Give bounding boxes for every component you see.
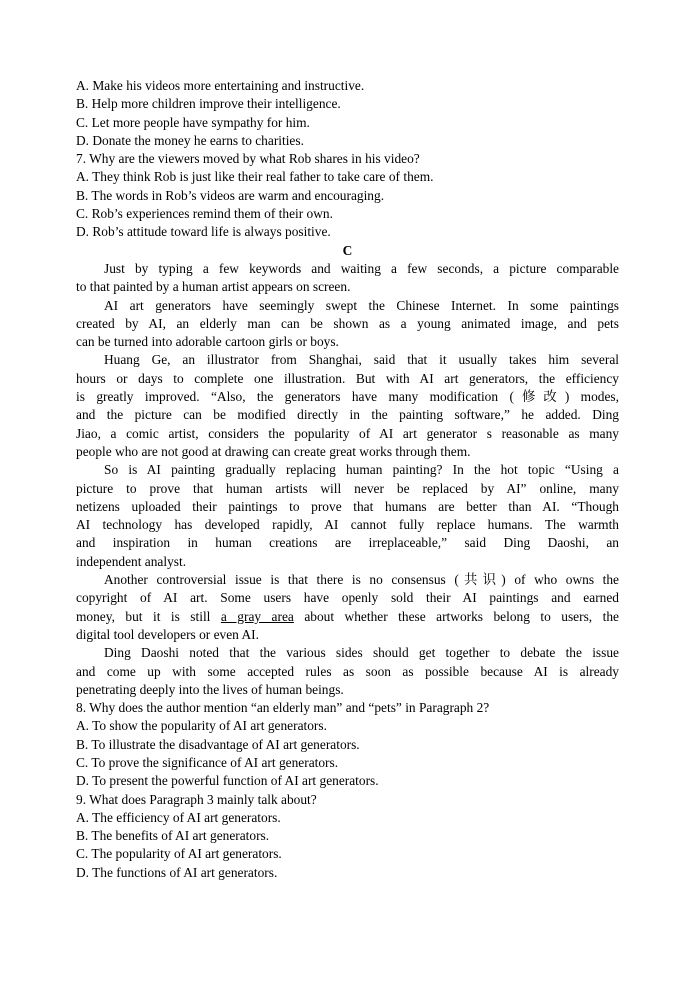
q8-question: 8. Why does the author mention “an elderly man” and “pets” in Paragraph 2?: [76, 700, 490, 716]
q8-option-a: A. To show the popularity of AI art generators.: [76, 718, 327, 734]
p6-line-1: Ding Daoshi noted that the various sides should get together to debate the issue: [104, 645, 619, 661]
p4-line-5: and inspiration in human creations are irreplaceable,” said Ding Daoshi, an: [76, 535, 619, 551]
p5-line-2: copyright of AI art. Some users have openly sold their AI paintings and earned: [76, 590, 619, 606]
p4-line-2: picture to prove that human artists will never be replaced by AI” online, many: [76, 480, 619, 496]
p5-line-3-before: money, but it is still: [76, 608, 221, 624]
q9-option-b: B. The benefits of AI art generators.: [76, 828, 270, 844]
p6-line-2: and come up with some accepted rules as soon as possible because AI is already: [76, 663, 619, 679]
p2-line-3: can be turned into adorable cartoon girls or boys.: [76, 334, 339, 350]
q7-question: 7. Why are the viewers moved by what Rob shares in his video?: [76, 151, 420, 167]
q6-option-b: B. Help more children improve their intelligence.: [76, 96, 341, 112]
p4-line-4: AI technology has developed rapidly, AI cannot fully replace humans. The warmth: [76, 517, 619, 533]
p4-line-3: netizens uploaded their paintings to prove that humans are better than AI. “Though: [76, 498, 619, 514]
q9-question: 9. What does Paragraph 3 mainly talk about?: [76, 791, 317, 807]
p3-line-4: and the picture can be modified directly in the painting software,” he added. Ding: [76, 407, 619, 423]
p5-line-4: digital tool developers or even AI.: [76, 626, 259, 642]
p5-line-3: [76, 608, 619, 626]
q7-option-b: B. The words in Rob’s videos are warm and encouraging.: [76, 187, 385, 203]
q7-option-c: C. Rob’s experiences remind them of their own.: [76, 206, 333, 222]
q9-option-d: D. The functions of AI art generators.: [76, 864, 278, 880]
gray-area-phrase: a gray area: [220, 608, 294, 624]
q9-option-a: A. The efficiency of AI art generators.: [76, 809, 281, 825]
p3-line-2: hours or days to complete one illustration. But with AI art generators, the efficiency: [76, 370, 619, 386]
p2-line-2: created by AI, an elderly man can be shown as a young animated image, and pets: [76, 315, 619, 331]
section-heading: C: [342, 242, 353, 258]
q6-option-c: C. Let more people have sympathy for him.: [76, 114, 310, 130]
p4-line-1: So is AI painting gradually replacing human painting? In the hot topic “Using a: [104, 462, 619, 478]
q8-option-c: C. To prove the significance of AI art generators.: [76, 754, 339, 770]
p3-line-1: Huang Ge, an illustrator from Shanghai, said that it usually takes him several: [104, 352, 619, 368]
p5-line-1: Another controversial issue is that there is no consensus (共识) of who owns the: [104, 572, 619, 588]
p3-line-6: people who are not good at drawing can create great works through them.: [76, 443, 471, 459]
p2-line-1: AI art generators have seemingly swept the Chinese Internet. In some paintings: [104, 297, 619, 313]
p4-line-6: independent analyst.: [76, 553, 187, 569]
q8-option-b: B. To illustrate the disadvantage of AI art generators.: [76, 736, 360, 752]
q6-option-a: A. Make his videos more entertaining and instructive.: [76, 78, 365, 93]
document-page: [76, 77, 619, 882]
p6-line-3: penetrating deeply into the lives of human beings.: [76, 681, 344, 697]
q6-option-d: D. Donate the money he earns to charities.: [76, 132, 304, 148]
q8-option-d: D. To present the powerful function of AI art generators.: [76, 773, 379, 789]
p1-line-2: to that painted by a human artist appears on screen.: [76, 279, 351, 295]
p5-line-3-after: about whether these artworks belong to users, the: [293, 608, 619, 624]
q7-option-a: A. They think Rob is just like their real father to take care of them.: [76, 169, 434, 185]
p3-line-5: Jiao, a comic artist, considers the popularity of AI art generator s reasonable as many: [76, 425, 619, 441]
p1-line-1: Just by typing a few keywords and waiting a few seconds, a picture comparable: [104, 260, 619, 276]
q7-option-d: D. Rob’s attitude toward life is always positive.: [76, 224, 331, 240]
p3-line-3: is greatly improved. “Also, the generators have many modification (修改) modes,: [76, 389, 619, 405]
q9-option-c: C. The popularity of AI art generators.: [76, 846, 282, 862]
